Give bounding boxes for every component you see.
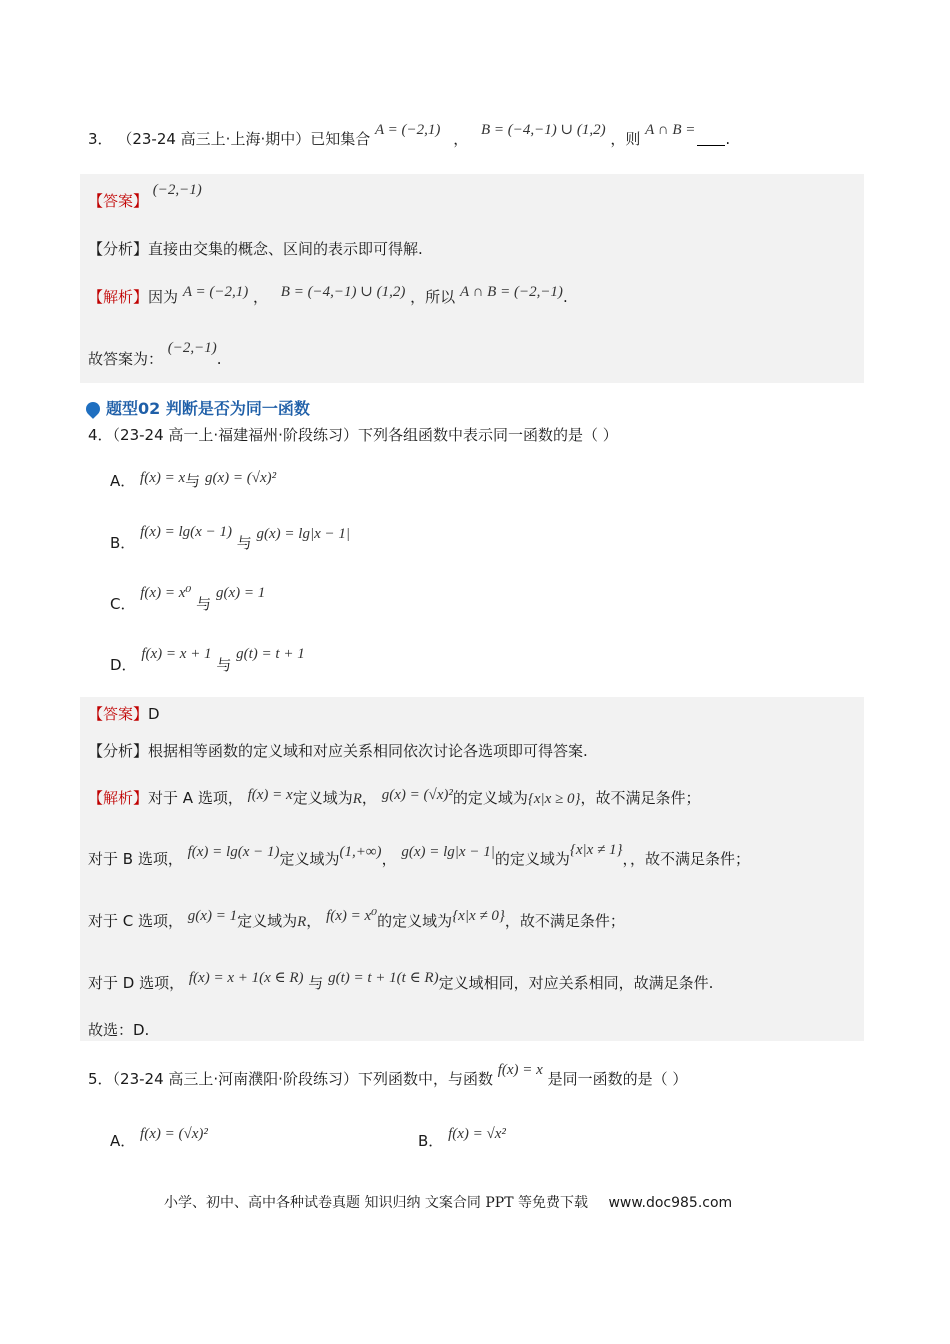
comma: ， <box>252 288 268 306</box>
final-label: 故答案为： <box>88 350 164 368</box>
answer-line <box>88 703 160 724</box>
option-label: B． <box>418 1132 444 1150</box>
question-text: （23-24 高三上·上海·期中）已知集合 <box>117 130 371 148</box>
solution-tag: 【解析】 <box>88 288 149 306</box>
option-formula-g: g(x) = 1 <box>215 585 266 601</box>
text: 定义域为 <box>279 850 340 868</box>
option-ref: 对于 C 选项， <box>88 912 184 930</box>
formula: f(x) = x + 1(x ∈ R) <box>188 970 304 986</box>
footer-text: 小学、初中、高中各种试卷真题 知识归纳 文案合同 PPT 等免费下载 <box>164 1195 588 1211</box>
text: 的定义域为 <box>494 850 570 868</box>
formula: g(t) = t + 1(t ∈ R) <box>328 970 439 986</box>
text: ，故不满足条件； <box>580 789 701 807</box>
option-a <box>110 1126 208 1151</box>
analysis-text: 直接由交集的概念、区间的表示即可得解. <box>148 240 423 258</box>
set-a-formula: A = (−2,1) <box>182 284 249 300</box>
comma: ， <box>361 789 377 807</box>
formula: f(x) = x <box>247 787 293 803</box>
footer-site: www.doc985.com <box>608 1195 733 1211</box>
intersection-formula: A ∩ B = <box>645 122 696 138</box>
analysis-tag: 【分析】 <box>88 240 149 258</box>
analysis-line <box>88 238 423 259</box>
question-number: 3． <box>88 130 113 148</box>
question-number: 5． <box>88 1070 113 1088</box>
comma: ， <box>381 850 397 868</box>
connector-text: ，则 <box>610 130 641 148</box>
period: . <box>216 350 222 368</box>
text: 定义域为 <box>292 789 353 807</box>
option-a <box>110 470 276 491</box>
option-ref: 对于 D 选项， <box>88 974 185 992</box>
domain: {x|x ≥ 0} <box>527 791 581 807</box>
solution-line-a <box>88 787 701 808</box>
option-label: A． <box>110 1132 136 1150</box>
with-text: 与 <box>236 534 252 552</box>
pin-icon <box>83 399 103 419</box>
option-formula-f: f(x) = x + 1 <box>141 646 212 662</box>
option-formula-g: g(x) = (√x)² <box>204 470 277 486</box>
final-answer-line <box>88 340 222 369</box>
with-text: 与 <box>185 472 201 490</box>
option-d <box>110 646 305 675</box>
question-text: （23-24 高一上·福建福州·阶段练习）下列各组函数中表示同一函数的是（ ） <box>112 426 618 444</box>
formula: g(x) = lg|x − 1| <box>401 844 495 860</box>
final-answer: 故选：D. <box>88 1021 150 1039</box>
text: 的定义域为 <box>452 789 528 807</box>
option-c <box>110 585 266 614</box>
option-label: A． <box>110 472 136 490</box>
option-ref: 对于 A 选项， <box>148 789 243 807</box>
function-formula: f(x) = x <box>497 1062 543 1078</box>
formula: g(x) = (√x)² <box>381 787 453 803</box>
page-footer <box>164 1192 732 1212</box>
section-title: 题型02 判断是否为同一函数 <box>106 399 310 418</box>
option-formula: f(x) = (√x)² <box>140 1126 208 1142</box>
question-3 <box>88 122 731 149</box>
option-formula-g: g(t) = t + 1 <box>236 646 305 662</box>
domain: {x|x ≠ 1} <box>569 842 623 858</box>
with-text: 与 <box>308 974 324 992</box>
because-text: 因为 <box>148 288 179 306</box>
solution-tag: 【解析】 <box>88 789 149 807</box>
answer-line <box>88 182 202 211</box>
final-value: (−2,−1) <box>167 340 217 356</box>
so-text: ，所以 <box>410 288 456 306</box>
answer-blank <box>697 145 725 146</box>
solution-line <box>88 286 568 307</box>
option-label: B． <box>110 534 136 552</box>
option-label: D． <box>110 656 137 674</box>
option-formula: f(x) = √x² <box>448 1126 506 1142</box>
domain: (1,+∞) <box>339 844 382 860</box>
comma: ， <box>306 912 322 930</box>
solution-line-d <box>88 972 713 993</box>
set-a-formula: A = (−2,1) <box>375 122 441 138</box>
set-b-formula: B = (−4,−1) ∪ (1,2) <box>480 122 606 138</box>
answer-value: (−2,−1) <box>152 182 202 198</box>
section-heading <box>86 396 310 419</box>
question-5 <box>88 1062 688 1089</box>
text: ，故不满足条件； <box>504 912 625 930</box>
with-text: 与 <box>196 595 212 613</box>
text: 定义域相同，对应关系相同，故满足条件. <box>438 974 714 992</box>
question-text-2: 是同一函数的是（ ） <box>547 1070 688 1088</box>
domain: R <box>297 914 307 930</box>
option-b <box>110 524 350 553</box>
option-b <box>418 1126 506 1151</box>
question-text: （23-24 高三上·河南濮阳·阶段练习）下列函数中，与函数 <box>112 1070 493 1088</box>
result-formula: A ∩ B = (−2,−1) <box>459 284 563 300</box>
with-text: 与 <box>216 656 232 674</box>
period: . <box>725 130 731 148</box>
solution-line-c <box>88 910 625 931</box>
comma: ， <box>453 130 469 148</box>
answer-value: D <box>148 705 160 723</box>
set-b-formula: B = (−4,−1) ∪ (1,2) <box>280 284 406 300</box>
option-formula-g: g(x) = lg|x − 1| <box>256 526 350 542</box>
analysis-tag: 【分析】 <box>88 742 149 760</box>
formula: f(x) = x⁰ <box>326 908 378 924</box>
analysis-line <box>88 740 588 761</box>
formula: g(x) = 1 <box>187 908 238 924</box>
text: ，，故不满足条件； <box>622 850 751 868</box>
final-answer-line <box>88 1019 149 1040</box>
option-label: C． <box>110 595 136 613</box>
period: . <box>562 288 568 306</box>
option-ref: 对于 B 选项， <box>88 850 183 868</box>
answer-tag: 【答案】 <box>88 192 149 210</box>
analysis-text: 根据相等函数的定义域和对应关系相同依次讨论各选项即可得答案. <box>148 742 588 760</box>
question-4 <box>88 424 618 445</box>
formula: f(x) = lg(x − 1) <box>187 844 280 860</box>
text: 定义域为 <box>237 912 298 930</box>
solution-line-b <box>88 842 751 869</box>
option-formula-f: f(x) = x <box>140 470 186 486</box>
domain: {x|x ≠ 0} <box>452 908 505 924</box>
option-formula-f: f(x) = lg(x − 1) <box>140 524 232 540</box>
text: 的定义域为 <box>377 912 453 930</box>
question-number: 4． <box>88 426 113 444</box>
answer-tag: 【答案】 <box>88 705 149 723</box>
domain: R <box>352 791 362 807</box>
option-formula-f: f(x) = x⁰ <box>140 585 192 601</box>
